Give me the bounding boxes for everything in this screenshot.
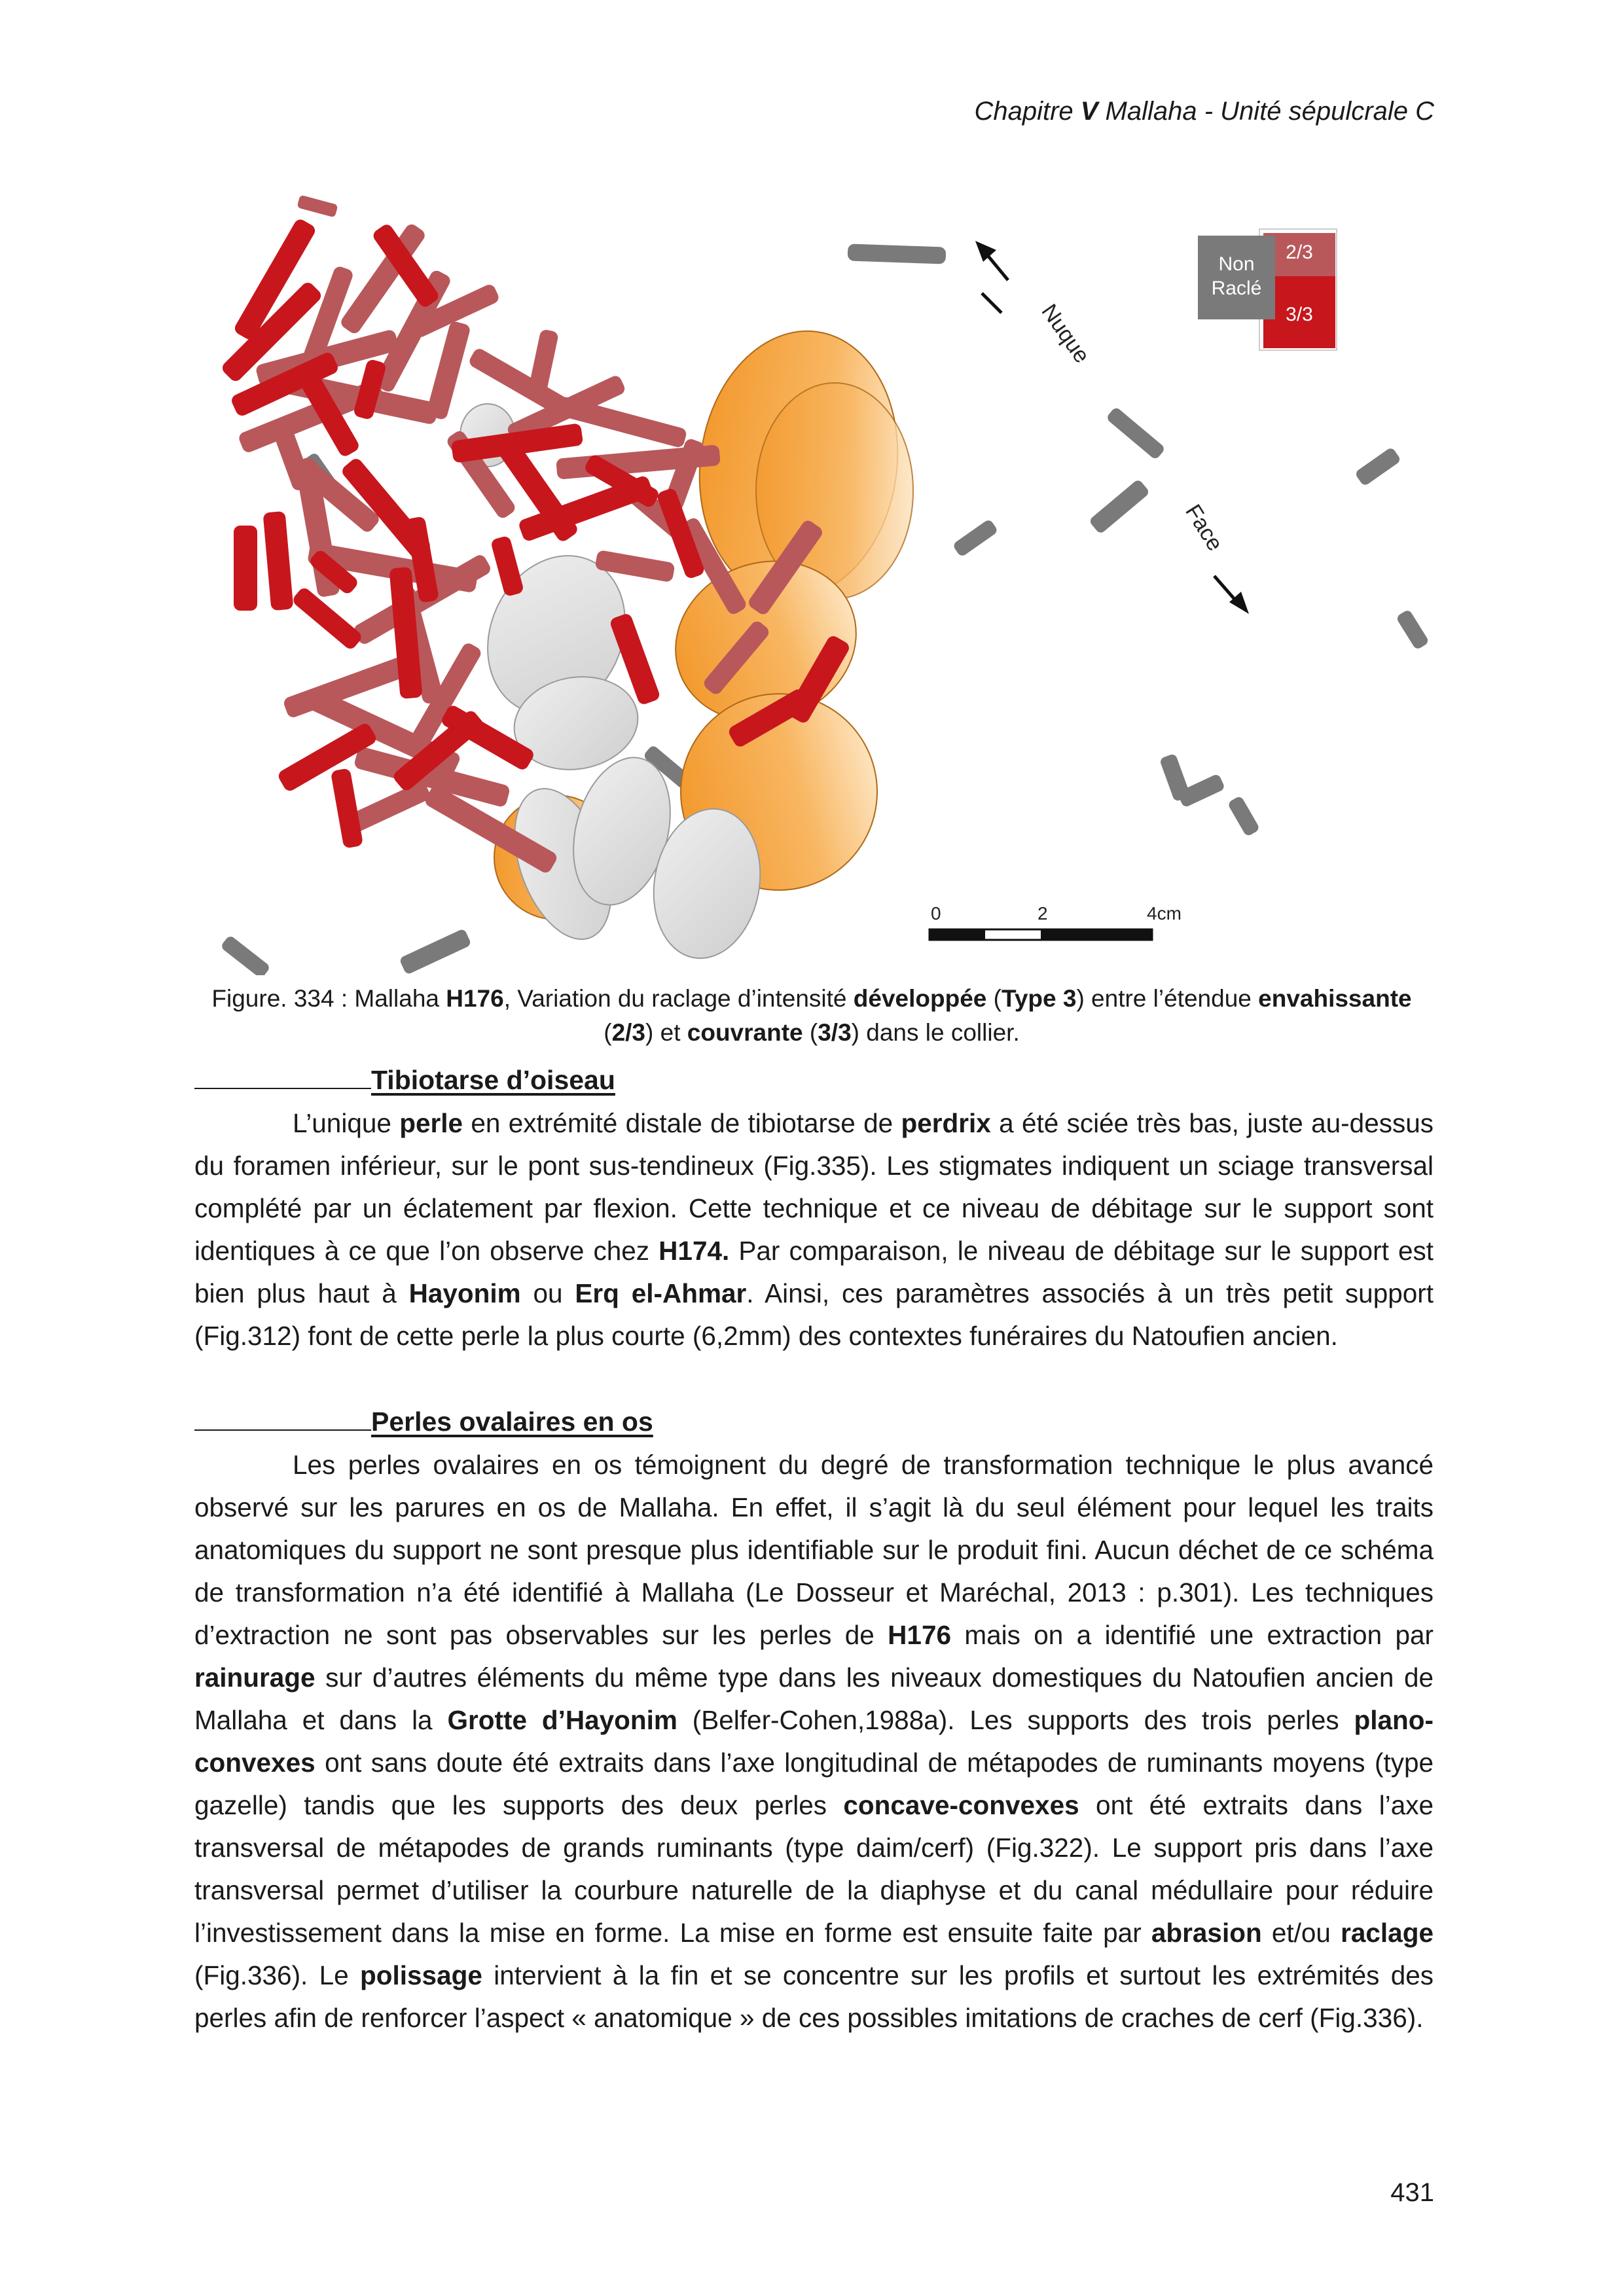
paragraph-perles-ovalaires: Les perles ovalaires en os témoignent du degré de transformation technique le plus avancé observé sur les parures en os de Mallaha. En effet, il s’agit là du seul élément pour lequel les traits anatomiques du support ne sont presque plus identifiable sur le produit fini. Aucun déchet de ce schéma de transformation n’a été identifié à Mallaha (Le Dosseur et Maréchal, 2013 : p.301). Les techniques d’extraction ne sont pas observables sur les perles de H176 mais on a identifié une extraction par rainurage sur d’autres éléments du même type dans les niveaux domestiques du Natoufien ancien de Mallaha et dans la Grotte d’Hayonim (Belfer-Cohen,1988a). Les supports des trois perles plano-convexes ont sans doute été extraits dans l’axe longitudinal de métapodes de ruminants moyens (type gazelle) tandis que les supports des deux perles concave-convexes ont été extraits dans l’axe transversal de métapodes de grands ruminants (type daim/cerf) (Fig.322). Le support pris dans l’axe transversal permet d’utiliser la courbure naturelle de la diaphyse et du canal médullaire pour réduire l’investissement dans la mise en forme. La mise en forme est ensuite faite par abrasion et/ou raclage (Fig.336). Le polissage intervient à la fin et se concentre sur les profils et surtout les extrémités des perles afin de renforcer l’aspect « anatomique » de ces possibles imitations de craches de cerf (Fig.336). [194,1450,1434,2033]
scale-tick-4cm: 4cm [1147,903,1182,924]
figure-334 [190,190,1447,975]
legend-label-full: 3/3 [1286,304,1313,325]
section-title-tibiotarse: Tibiotarse d’oiseau [194,1065,615,1096]
orientation-face [1180,500,1249,614]
figure-caption: Figure. 334 : Mallaha H176, Variation du raclage d’intensité développée (Type 3) entre l’étendue envahissante (2/3) et couvrante (3/3) dans le collier. [211,985,1412,1046]
running-header: Chapitre V Mallaha - Unité sépulcrale C [974,97,1434,126]
scale-tick-2: 2 [1038,903,1048,924]
page-number: 431 [1390,2178,1434,2207]
legend-label-mid: 2/3 [1286,242,1313,263]
legend-label-gray-2: Raclé [1211,278,1262,299]
label-face: Face [1180,500,1228,556]
orientation-nuque [975,241,1094,368]
section-title-perles-ovalaires: Perles ovalaires en os [194,1407,653,1437]
legend [1198,229,1337,350]
label-nuque: Nuque [1036,299,1095,368]
paragraph-tibiotarse: L’unique perle en extrémité distale de tibiotarse de perdrix a été sciée très bas, juste au-dessus du foramen inférieur, sur le pont sus-tendineux (Fig.335). Les stigmates indiquent un sciage transversal complété par un éclatement par flexion. Cette technique et ce niveau de débitage sur le support sont identiques à ce que l’on observe chez H174. Par comparaison, le niveau de débitage sur le support est bien plus haut à Hayonim ou Erq el-Ahmar. Ainsi, ces paramètres associés à un très petit support (Fig.312) font de cette perle la plus courte (6,2mm) des contextes funéraires du Natoufien ancien. [194,1108,1434,1351]
scale-bar [929,903,1182,940]
legend-label-gray-1: Non [1218,253,1255,275]
scale-tick-0: 0 [931,903,941,924]
